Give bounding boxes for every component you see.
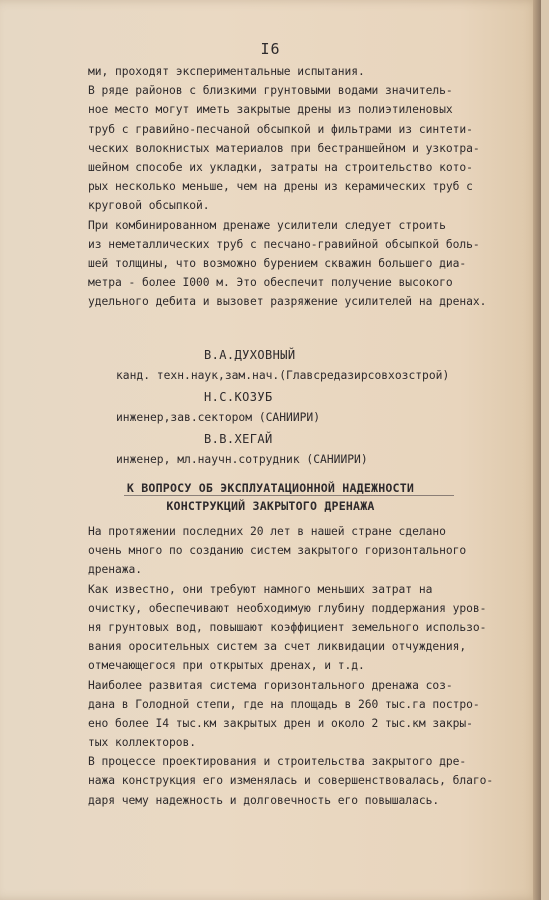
text-line: дренажа. [88, 563, 143, 577]
text-line: ческих волокнистых материалов при бестраншейном и узкотра- [88, 141, 480, 155]
body-text-bottom [88, 522, 534, 810]
text-line: отмечающегося при открытых дренах, и т.д. [88, 659, 365, 673]
article-title: К ВОПРОСУ ОБ ЭКСПЛУАТАЦИОННОЙ НАДЕЖНОСТИ [126, 481, 415, 495]
author-name: В.А.ДУХОВНЫЙ [204, 348, 296, 362]
article-title: КОНСТРУКЦИЙ ЗАКРЫТОГО ДРЕНАЖА [166, 499, 375, 513]
text-line: даря чему надежность и долговечность его повышалась. [88, 793, 440, 807]
page-edge [533, 0, 541, 900]
author-name: Н.С.КОЗУБ [204, 390, 273, 404]
text-line: удельного дебита и вызовет разряжение усилителей на дренах. [88, 295, 487, 309]
text-line: очистку, обеспечивают необходимую глубину поддержания уров- [88, 601, 487, 615]
author-position: канд. техн.наук,зам.нач.(Главсредазирсовхозстрой) [116, 369, 450, 382]
text-line: из неметаллических труб с песчано-гравийной обсыпкой боль- [88, 237, 480, 251]
text-line: Наиболее развитая система горизонтального дренажа соз- [88, 678, 453, 692]
text-line: вания оросительных систем за счет ликвидации отчуждения, [88, 640, 467, 654]
text-line: рых несколько меньше, чем на дрены из керамических труб с [88, 180, 473, 194]
author-position: инженер, мл.научн.сотрудник (САНИИРИ) [116, 453, 368, 466]
text-line: дана в Голодной степи, где на площадь в 260 тыс.га постро- [88, 697, 480, 711]
text-line: тых коллекторов. [88, 736, 197, 750]
text-line: метра - более I000 м. Это обеспечит получение высокого [88, 276, 453, 290]
page-number: I6 [260, 40, 281, 58]
text-line: нажа конструкция его изменялась и совершенствовалась, благо- [88, 774, 494, 788]
body-text-top [88, 62, 534, 311]
author-name: В.В.ХЕГАЙ [204, 432, 273, 446]
text-line: В ряде районов с близкими грунтовыми водами значитель- [88, 84, 453, 98]
text-line: При комбинированном дренаже усилители следует строить [88, 218, 446, 232]
text-line: шейном способе их укладки, затраты на строительство кото- [88, 160, 473, 174]
text-line: круговой обсыпкой. [88, 199, 210, 213]
text-line: Как известно, они требуют намного меньших затрат на [88, 582, 433, 596]
title-underline [124, 495, 454, 496]
text-line: На протяжении последних 20 лет в нашей стране сделано [88, 525, 446, 538]
text-line: очень много по созданию систем закрытого горизонтального [88, 544, 467, 558]
text-line: ное место могут иметь закрытые дрены из полиэтиленовых [88, 103, 453, 117]
author-position: инженер,зав.сектором (САНИИРИ) [116, 411, 321, 424]
text-line: труб с гравийно-песчаной обсыпкой и фильтрами из синтети- [88, 122, 473, 136]
text-line: ня грунтовых вод, повышают коэффициент земельного использо- [88, 620, 487, 634]
text-line: ми, проходят экспериментальные испытания. [88, 65, 365, 78]
text-line: ено более I4 тыс.км закрытых дрен и около 2 тыс.км закры- [88, 716, 473, 730]
text-line: В процессе проектирования и строительства закрытого дре- [88, 755, 467, 769]
text-line: шей толщины, что возможно бурением скважин большего диа- [88, 256, 467, 270]
